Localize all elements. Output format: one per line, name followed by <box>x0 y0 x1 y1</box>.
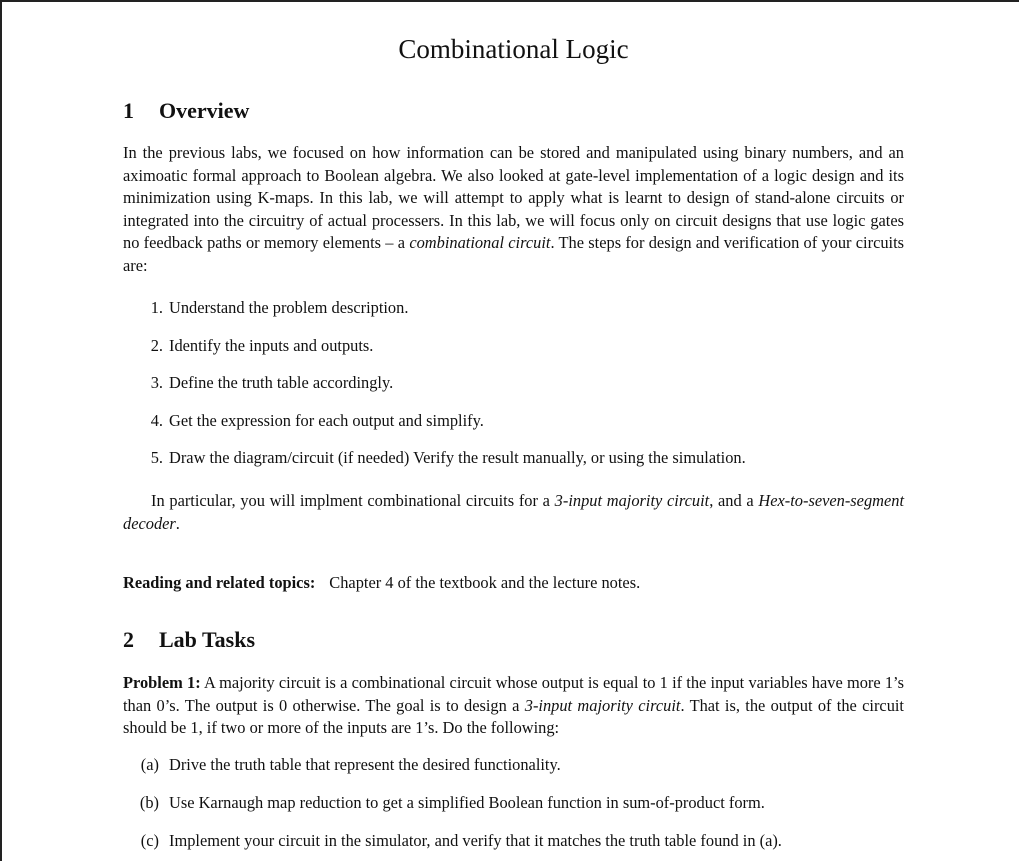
list-marker: 1. <box>150 298 163 317</box>
particular-paragraph <box>123 490 904 535</box>
list-item <box>123 335 904 357</box>
paragraph-text: . <box>175 513 180 533</box>
section-heading-overview <box>123 98 249 124</box>
list-item <box>123 410 904 432</box>
list-item-text: Identify the inputs and outputs. <box>169 335 374 355</box>
paragraph-text: A majority circuit is a combinational circuit whose output is equal to 1 if the input variables have more 1’s than 0’s. The output is 0 otherwise. The goal is to design a <box>123 673 904 715</box>
reading-label: Reading and related topics: <box>123 573 316 592</box>
emphasis-term: Hex-to-seven-segment decoder <box>123 491 905 533</box>
overview-paragraph <box>123 142 904 277</box>
list-item <box>123 754 904 776</box>
problem-1-tasks-list <box>123 754 904 852</box>
reading-text: Chapter 4 of the textbook and the lecture notes. <box>329 573 641 592</box>
problem-label: Problem 1: <box>123 673 201 692</box>
list-item-text: Draw the diagram/circuit (if needed) Verify the result manually, or using the simulation. <box>169 448 746 467</box>
paragraph-text: . The steps for design and verification of your circuits are: <box>123 233 905 275</box>
list-marker: 4. <box>150 410 163 430</box>
list-item-text: Define the truth table accordingly. <box>169 373 394 392</box>
list-marker: 2. <box>150 335 163 355</box>
emphasis-term: 3-input majority circuit <box>524 695 681 715</box>
reading-topics <box>123 572 904 594</box>
paragraph-text: In particular, you will implment combinational circuits for a <box>151 491 555 510</box>
emphasis-term: combinational circuit <box>409 233 551 252</box>
section-title: Lab Tasks <box>159 627 256 652</box>
list-item <box>123 372 904 394</box>
list-item-text: Use Karnaugh map reduction to get a simplified Boolean function in sum-of-product form. <box>169 793 765 812</box>
paragraph-text: . That is, the output of the circuit should be 1, if two or more of the inputs are 1’s. Do the following: <box>123 695 904 737</box>
list-item <box>123 297 904 319</box>
list-item-text: Understand the problem description. <box>169 298 409 317</box>
list-item <box>123 447 904 469</box>
list-item-text: Drive the truth table that represent the desired functionality. <box>169 755 561 774</box>
list-marker: 5. <box>150 448 163 467</box>
list-marker: 3. <box>150 373 163 392</box>
design-steps-list <box>123 297 904 469</box>
list-marker: (b) <box>139 793 159 812</box>
document-title: Combinational Logic <box>398 34 629 64</box>
list-item-text: Implement your circuit in the simulator, and verify that it matches the truth table found in (a). <box>169 831 782 850</box>
paragraph-text: In the previous labs, we focused on how information can be stored and manipulated using binary numbers, and an aximoatic formal approach to Boolean algebra. We also looked at gate-level implementation of a logic design and its minimization using K-maps. In this lab, we will attempt to apply what is learnt to design of stand-alone circuits or integrated into the circuitry of actual processers. In this lab, we will focus only on circuit designs that use logic gates no feedback paths or memory elements – a <box>123 143 904 252</box>
list-item <box>123 830 904 852</box>
problem-1-paragraph <box>123 672 904 740</box>
paragraph-text: , and a <box>709 491 759 510</box>
list-item <box>123 792 904 814</box>
list-marker: (c) <box>140 831 159 850</box>
section-title: Overview <box>159 98 250 123</box>
section-number: 2 <box>123 627 134 652</box>
list-marker: (a) <box>140 755 159 774</box>
list-item-text: Get the expression for each output and simplify. <box>169 410 484 430</box>
emphasis-term: 3-input majority circuit <box>554 491 710 510</box>
section-heading-lab-tasks <box>123 627 255 653</box>
section-number: 1 <box>123 98 134 123</box>
